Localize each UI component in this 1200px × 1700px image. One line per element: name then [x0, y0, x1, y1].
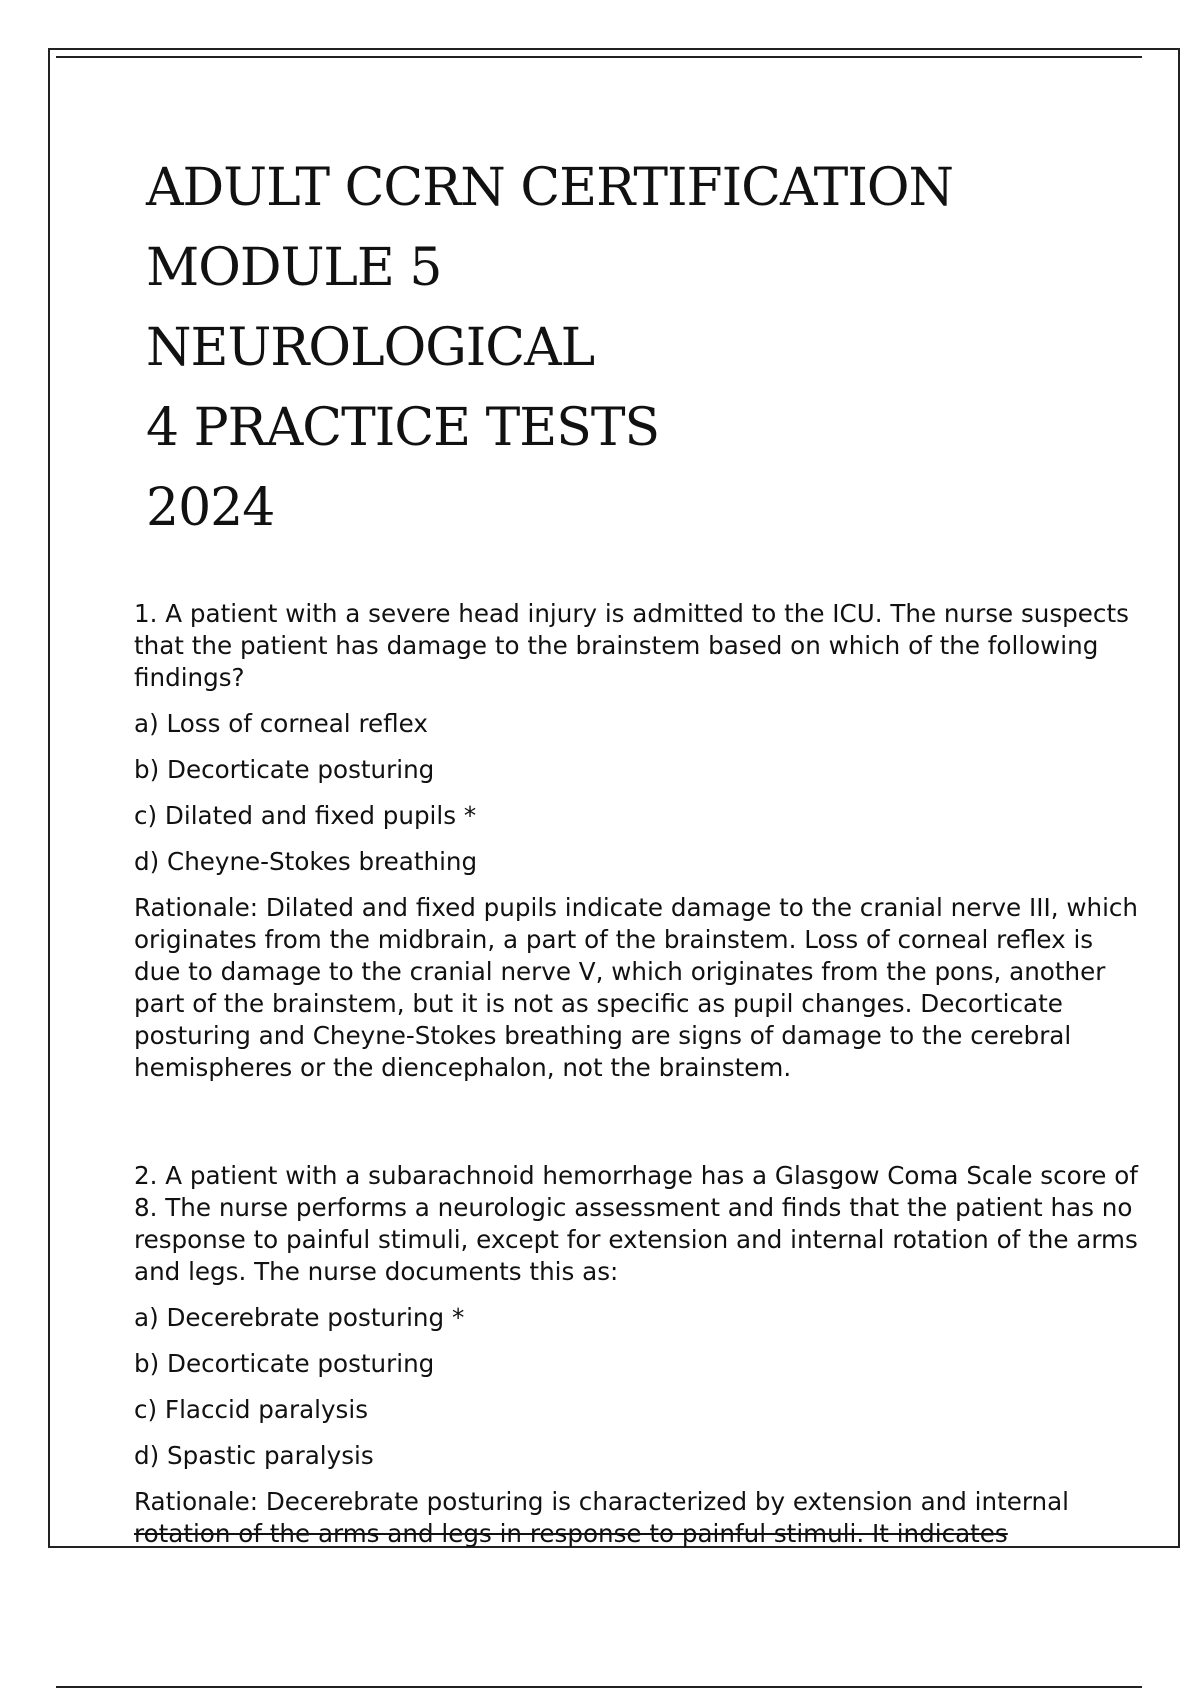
- question-1-rationale: Rationale: Dilated and fixed pupils indicate damage to the cranial nerve III, which originates from the midbrain, a part of the brainstem. Loss of corneal reflex is due to damage to the cranial nerve V, which originates from the pons, another part of the brainstem, but it is not as specific as pupil changes. Decorticate posturing and Cheyne-Stokes breathing are signs of damage to the cerebral hemispheres or the diencephalon, not the brainstem.: [134, 893, 1139, 1082]
- title-line-year: 2024: [146, 478, 275, 538]
- question-1-option-a: a) Loss of corneal reflex: [134, 709, 428, 738]
- title-line-topic: NEUROLOGICAL: [146, 318, 595, 378]
- question-2-stem: 2. A patient with a subarachnoid hemorrhage has a Glasgow Coma Scale score of 8. The nurse performs a neurologic assessment and finds that the patient has no response to painful stimuli, except for extension and internal rotation of the arms and legs. The nurse documents this as:: [134, 1161, 1138, 1286]
- question-1: [134, 598, 1144, 1084]
- question-1-stem: 1. A patient with a severe head injury is admitted to the ICU. The nurse suspects that the patient has damage to the brainstem based on which of the following findings?: [134, 599, 1129, 692]
- top-rule: [56, 56, 1142, 58]
- question-1-option-c: c) Dilated and fixed pupils *: [134, 801, 477, 830]
- title-line-tests: 4 PRACTICE TESTS: [146, 398, 660, 458]
- question-2-rationale-line-2: rotation of the arms and legs in response to painful stimuli. It indicates: [134, 1519, 1008, 1548]
- title-line-certification: ADULT CCRN CERTIFICATION: [146, 158, 954, 218]
- question-1-option-d: d) Cheyne-Stokes breathing: [134, 847, 478, 876]
- title-line-module: MODULE 5: [146, 238, 442, 298]
- document-title: [146, 148, 953, 548]
- question-2-rationale-line-1: Rationale: Decerebrate posturing is characterized by extension and internal: [134, 1487, 1070, 1516]
- question-2-option-c: c) Flaccid paralysis: [134, 1395, 369, 1424]
- question-1-option-b: b) Decorticate posturing: [134, 755, 435, 784]
- question-2: [134, 1160, 1144, 1550]
- question-2-rationale: [134, 1486, 1144, 1550]
- question-2-option-d: d) Spastic paralysis: [134, 1441, 374, 1470]
- question-2-option-b: b) Decorticate posturing: [134, 1349, 435, 1378]
- question-2-option-a: a) Decerebrate posturing *: [134, 1303, 465, 1332]
- bottom-rule: [56, 1686, 1142, 1688]
